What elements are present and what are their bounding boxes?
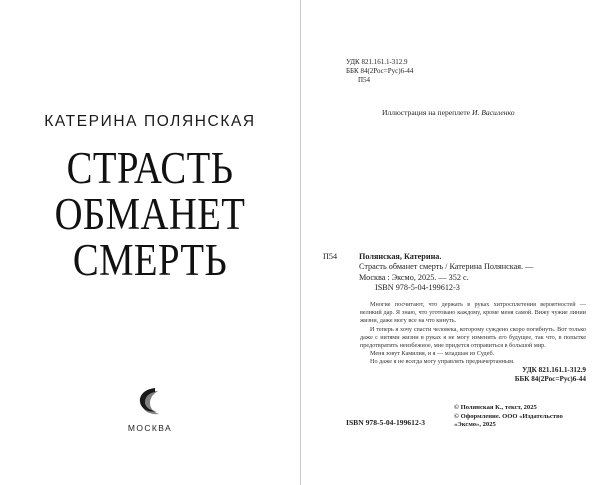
bbk-code: ББК 84(2Рос=Рус)6-44: [346, 67, 414, 75]
annotation-paragraph: Многие посчитают, что держать в руках хитросплетения вероятностей — великий дар. Я знаю, что уготовано каждому, кроме меня самой. Вижу чужие линии жизни, даже могу все на что кинуть.: [360, 301, 586, 325]
title-line: СТРАСТЬ: [66, 143, 234, 193]
biblio-imprint-line: Москва : Эксмо, 2025. — 352 с.: [359, 272, 469, 282]
illustration-credit: [382, 108, 515, 117]
isbn-number: ISBN 978-5-04-199612-3: [346, 418, 426, 427]
illustrator-name: И. Василенко: [471, 108, 515, 117]
udk-code: УДК 821.161.1-312.9: [346, 58, 408, 66]
page-divider: [300, 0, 301, 485]
author-name: КАТЕРИНА ПОЛЯНСКАЯ: [44, 113, 256, 130]
publisher-city: МОСКВА: [127, 423, 173, 433]
biblio-title-line: Страсть обманет смерть / Катерина Полянская. —: [359, 262, 534, 272]
copyright-design: © Оформление. ООО «Издательство «Эксмо», 2025: [454, 412, 563, 429]
annotation-paragraph: Меня зовут Камилия, и я — младшая из Судеб.: [370, 350, 495, 358]
copyright-block: [454, 404, 589, 430]
classification-codes-bottom: [468, 366, 586, 384]
copyright-text: © Полянская К., текст, 2025: [454, 404, 537, 411]
udk-code: УДК 821.161.1-312.9: [522, 366, 586, 374]
title-line: ОБМАНЕТ: [54, 189, 246, 239]
annotation: [360, 301, 586, 367]
classification-codes-top: [346, 58, 413, 85]
bbk-code: ББК 84(2Рос=Рус)6-44: [514, 375, 586, 383]
illustration-prefix: Иллюстрация на переплете: [382, 108, 471, 117]
author-mark: П54: [358, 76, 371, 84]
biblio-isbn: ISBN 978-5-04-199612-3: [375, 283, 460, 293]
biblio-author: Полянская, Катерина.: [359, 252, 442, 261]
book-title: [0, 145, 300, 283]
annotation-paragraph: Но даже я не всегда могу управлять предначертанным.: [370, 358, 515, 366]
annotation-paragraph: И теперь я хочу спасти человека, которому суждено скоро погибнуть. Вот только даже с нитями жизни в руках я не могу изменить его будущее, так что, в попытке предотвратить неизбежное, мне придется отправиться в большой мир.: [360, 325, 586, 350]
biblio-author-mark: П54: [323, 252, 338, 261]
bibliographic-record: [323, 252, 583, 294]
eksmo-logo-icon: [133, 385, 163, 417]
title-line: СМЕРТЬ: [72, 235, 228, 285]
